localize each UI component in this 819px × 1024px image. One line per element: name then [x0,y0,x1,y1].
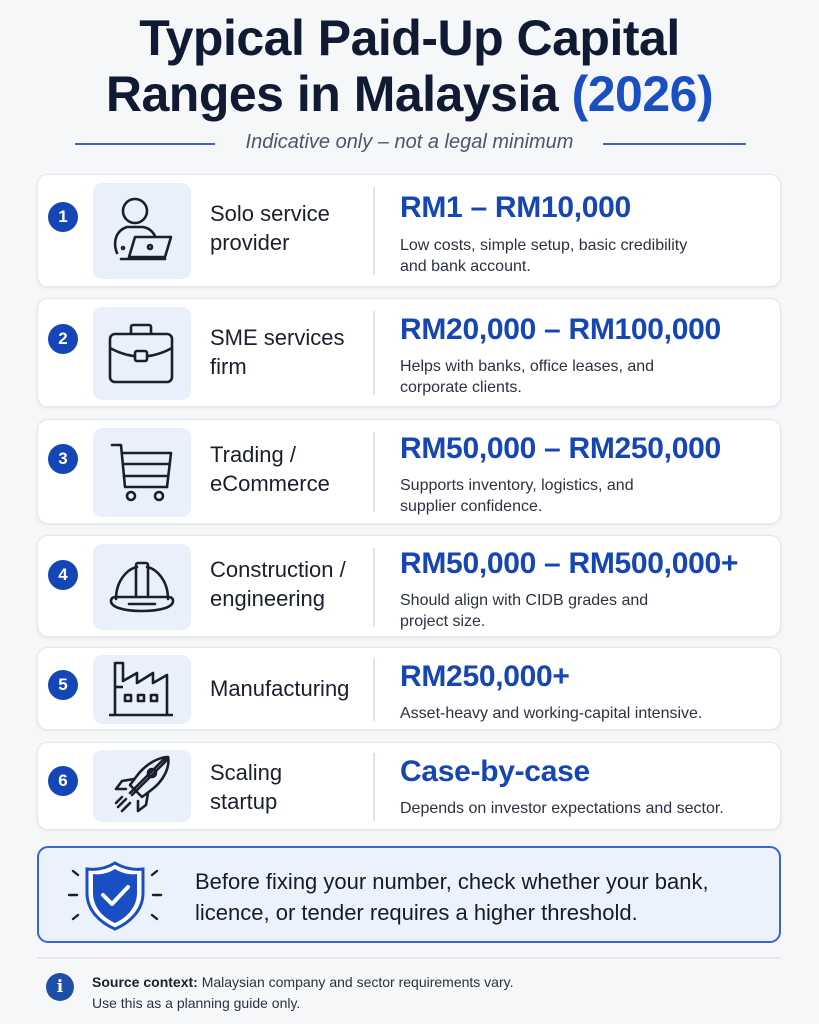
row-range: RM250,000+ [400,660,570,693]
capital-row-4 [37,535,781,637]
subtitle-row [0,128,819,158]
row-description: Supports inventory, logistics, and supplier confidence. [400,477,634,515]
row-number-badge: 1 [48,202,78,232]
rocket-icon [112,755,172,817]
capital-row-3 [37,419,781,524]
row-description: Low costs, simple setup, basic credibility and bank account. [400,237,688,275]
capital-row-6 [37,742,781,830]
row-divider [373,311,375,395]
person-laptop-icon [107,195,177,267]
briefcase-icon [107,322,177,386]
subtitle-rule-right [603,143,746,145]
row-category: Manufacturing [210,676,350,701]
row-number-badge: 3 [48,444,78,474]
capital-row-2 [37,298,781,407]
row-description: Asset-heavy and working-capital intensive. [400,705,703,722]
row-icon-box [93,750,191,822]
row-number-badge: 2 [48,324,78,354]
row-description: Helps with banks, office leases, and corporate clients. [400,358,655,396]
shield-check-icon [65,861,165,931]
title-line-2-text: Ranges in Malaysia [105,66,559,122]
row-number-badge: 6 [48,766,78,796]
subtitle: Indicative only – not a legal minimum [245,131,574,153]
source-line-1: Malaysian company and sector requirements vary. [201,974,514,990]
capital-row-1 [37,174,781,287]
source-line-2: Use this as a planning guide only. [92,995,301,1011]
row-divider [373,753,375,821]
shopping-cart-icon [109,441,175,505]
row-icon-box [93,544,191,630]
row-divider [373,432,375,512]
row-divider [373,187,375,275]
row-category: Construction / engineering [210,557,346,611]
row-number-badge: 4 [48,560,78,590]
row-icon-box [93,655,191,724]
row-range: RM50,000 – RM250,000 [400,432,721,465]
row-number-badge: 5 [48,670,78,700]
row-divider [373,658,375,721]
title-year: (2026) [571,66,714,122]
row-divider [373,548,375,626]
factory-icon [107,661,177,719]
page-title [0,10,819,122]
row-range: RM1 – RM10,000 [400,191,631,224]
source-context [92,972,513,1014]
info-icon: i [46,973,74,1001]
footer-divider [37,957,781,959]
row-category: Trading / eCommerce [210,442,330,496]
row-icon-box [93,307,191,400]
row-category: SME services firm [210,325,345,379]
row-icon-box [93,183,191,279]
hard-hat-icon [107,559,177,615]
callout-text: Before fixing your number, check whether your bank, licence, or tender requires a higher threshold. [195,869,709,925]
row-description: Depends on investor expectations and sector. [400,800,724,817]
row-category: Solo service provider [210,201,330,255]
row-icon-box [93,428,191,517]
row-description: Should align with CIDB grades and project size. [400,592,649,630]
row-range: RM20,000 – RM100,000 [400,313,721,346]
source-label: Source context: [92,974,198,990]
capital-row-5 [37,647,781,730]
title-line-2 [0,66,819,122]
title-line-1: Typical Paid-Up Capital [139,10,680,66]
row-range: RM50,000 – RM500,000+ [400,547,739,580]
threshold-callout [37,846,781,943]
row-category: Scaling startup [210,760,283,814]
row-range: Case-by-case [400,755,590,788]
